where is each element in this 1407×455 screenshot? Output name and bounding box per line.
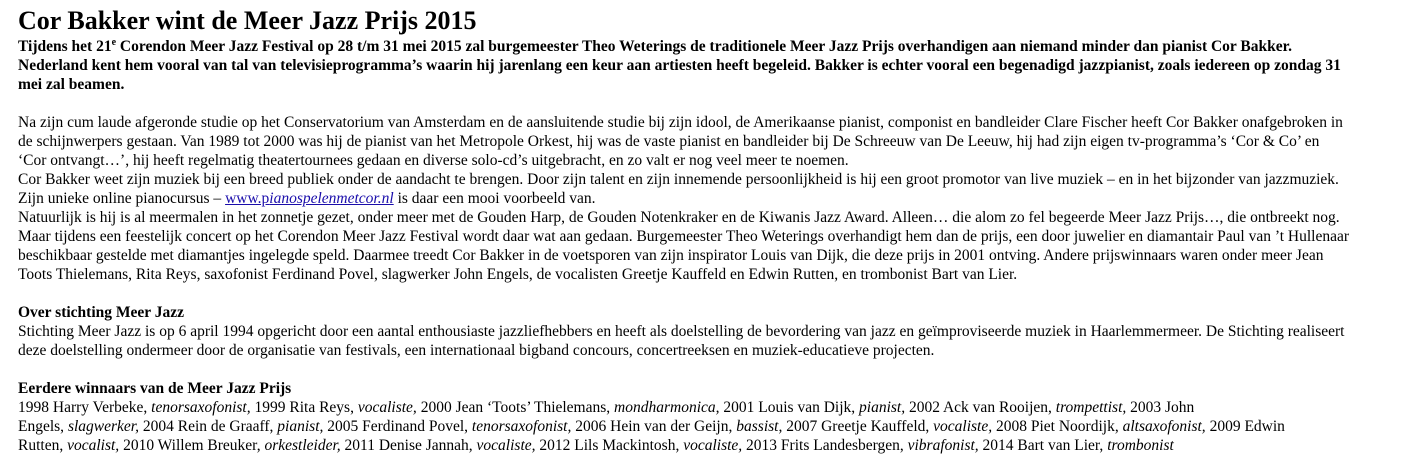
winner-role: tenorsaxofonist,	[151, 399, 251, 416]
winner-role: bassist,	[736, 418, 783, 435]
winner-role: vocaliste,	[357, 399, 417, 416]
foundation-paragraph	[18, 322, 1395, 360]
winner-entry: 2004 Rein de Graaff,	[138, 418, 278, 435]
body-line: ‘Cor ontvangt…’, hij heeft regelmatig theatertournees gedaan en diverse solo-cd’s uitgebracht, en zo valt er nog veel meer te noemen.	[18, 152, 849, 169]
winner-role: trombonist	[1107, 437, 1174, 454]
winner-role: altsaxofonist,	[1122, 418, 1206, 435]
body-paragraph-2	[18, 170, 1395, 208]
winners-line	[18, 398, 1395, 417]
winner-role: pianist,	[277, 418, 324, 435]
winner-entry: 2008 Piet Noordijk,	[992, 418, 1123, 435]
winners-list	[18, 398, 1395, 455]
winner-entry: 2009 Edwin	[1205, 418, 1285, 435]
winners-line	[18, 417, 1395, 436]
lead-superscript: e	[111, 36, 117, 48]
pianocursus-link[interactable]	[225, 190, 394, 207]
winner-role: mondharmonica,	[614, 399, 720, 416]
winner-role: orkestleider,	[264, 437, 341, 454]
winner-entry: 2000 Jean ‘Toots’ Thielemans,	[416, 399, 615, 416]
winner-role: vocaliste,	[933, 418, 993, 435]
winner-entry: 2014 Bart van Lier,	[978, 437, 1108, 454]
body-paragraph-1	[18, 113, 1395, 170]
winner-role: slagwerker,	[67, 418, 139, 435]
winner-role: pianist,	[859, 399, 906, 416]
body-line: Cor Bakker weet zijn muziek bij een breed publiek onder de aandacht te brengen. Door zijn talent en zijn innemende persoonlijkheid is hij een groot promotor van live muziek – en in het bijzonder van jazzmuziek.	[18, 171, 1339, 188]
body-line	[18, 189, 1395, 208]
winner-entry: Rutten,	[18, 437, 68, 454]
article-title: Cor Bakker wint de Meer Jazz Prijs 2015	[18, 6, 477, 35]
body-line: Na zijn cum laude afgeronde studie op het Conservatorium van Amsterdam en de aansluitende studie bij zijn idool, de Amerikaanse pianist, componist en bandleider Clare Fischer heeft Cor Bakker onafgebroken in	[18, 114, 1343, 131]
body-text: is daar een mooi voorbeeld van.	[393, 190, 596, 207]
winners-line	[18, 436, 1395, 455]
winner-entry: 2007 Greetje Kauffeld,	[782, 418, 934, 435]
winner-entry: 2010 Willem Breuker,	[119, 437, 265, 454]
winner-entry: 2002 Ack van Rooijen,	[905, 399, 1056, 416]
lead-line-3: mei zal beamen.	[18, 76, 125, 93]
winner-entry: 2001 Louis van Dijk,	[719, 399, 860, 416]
body-line: Natuurlijk is hij is al meermalen in het zonnetje gezet, onder meer met de Gouden Harp, de Gouden Notenkraker en de Kiwanis Jazz Award. Alleen… die alom zo fel begeerde Meer Jazz Prijs…, die ontbreekt nog.	[18, 209, 1340, 226]
winner-entry: 2012 Lils Mackintosh,	[535, 437, 684, 454]
body-line: beschikbaar gestelde met diamantjes ingelegde speld. Daarmee treedt Cor Bakker in de voetsporen van zijn inspirator Louis van Dijk, die deze prijs in 2001 ontving. Andere prijswinnaars waren onder meer Jean	[18, 247, 1324, 264]
winner-entry: Engels,	[18, 418, 68, 435]
winner-role: tenorsaxofonist,	[471, 418, 572, 435]
article-lead	[18, 37, 1395, 94]
winner-role: trompettist,	[1055, 399, 1127, 416]
lead-line-2: Nederland kent hem vooral van tal van televisieprogramma’s waarin hij jarenlang een keur aan artiesten heeft begeleid. Bakker is echter vooral een begenadigd jazzpianist, zoals iedereen op zondag 31	[18, 57, 1341, 74]
winner-role: vocaliste,	[683, 437, 743, 454]
winner-entry: 2003 John	[1126, 399, 1195, 416]
winner-entry: 2006 Hein van der Geijn,	[571, 418, 737, 435]
foundation-heading: Over stichting Meer Jazz	[18, 304, 184, 321]
body-text: Zijn unieke online pianocursus –	[18, 190, 226, 207]
lead-text: Tijdens het 21	[18, 38, 112, 55]
winners-heading: Eerdere winnaars van de Meer Jazz Prijs	[18, 380, 292, 397]
body-line: deze doelstelling ondermeer door de organisatie van festivals, een internationaal bigband concours, concertreeksen en muziek-educatieve projecten.	[18, 342, 935, 359]
body-line: Stichting Meer Jazz is op 6 april 1994 opgericht door een aantal enthousiaste jazzliefhebbers en heeft als doelstelling de bevordering van jazz en geïmproviseerde muziek in Haarlemmermeer. De Stichting realiseert	[18, 323, 1345, 340]
link-text: ianospelenmetcor.nl	[269, 190, 394, 207]
winner-entry: 1998 Harry Verbeke,	[18, 399, 152, 416]
winner-role: vocalist,	[67, 437, 120, 454]
winner-entry: 2013 Frits Landesbergen,	[742, 437, 908, 454]
lead-line-1	[18, 37, 1395, 56]
body-line: Toots Thielemans, Rita Reys, saxofonist Ferdinand Povel, slagwerker John Engels, de vocalisten Greetje Kauffeld en Edwin Rutten, en trombonist Bart van Lier.	[18, 266, 1018, 283]
winner-role: vibrafonist,	[907, 437, 979, 454]
link-prefix: www.p	[225, 190, 270, 207]
body-line: de schijnwerpers gestaan. Van 1989 tot 2000 was hij de pianist van het Metropole Orkest, hij was de vaste pianist en bandleider bij De Schreeuw van De Leeuw, hij had zijn eigen tv-programma’s ‘Cor & Co’ en	[18, 133, 1320, 150]
winner-entry: 2005 Ferdinand Povel,	[323, 418, 472, 435]
body-paragraph-3	[18, 208, 1395, 284]
lead-text: Corendon Meer Jazz Festival op 28 t/m 31 mei 2015 zal burgemeester Theo Weterings de traditionele Meer Jazz Prijs overhandigen aan niemand minder dan pianist Cor Bakker.	[116, 38, 1292, 55]
winner-entry: 2011 Denise Jannah,	[340, 437, 477, 454]
winner-role: vocaliste,	[476, 437, 536, 454]
body-line: Maar tijdens een feestelijk concert op het Corendon Meer Jazz Festival wordt daar wat aan gedaan. Burgemeester Theo Weterings overhandigt hem dan de prijs, een door juwelier en diamantair Paul van ’t Hullenaar	[18, 228, 1350, 245]
winner-entry: 1999 Rita Reys,	[250, 399, 358, 416]
